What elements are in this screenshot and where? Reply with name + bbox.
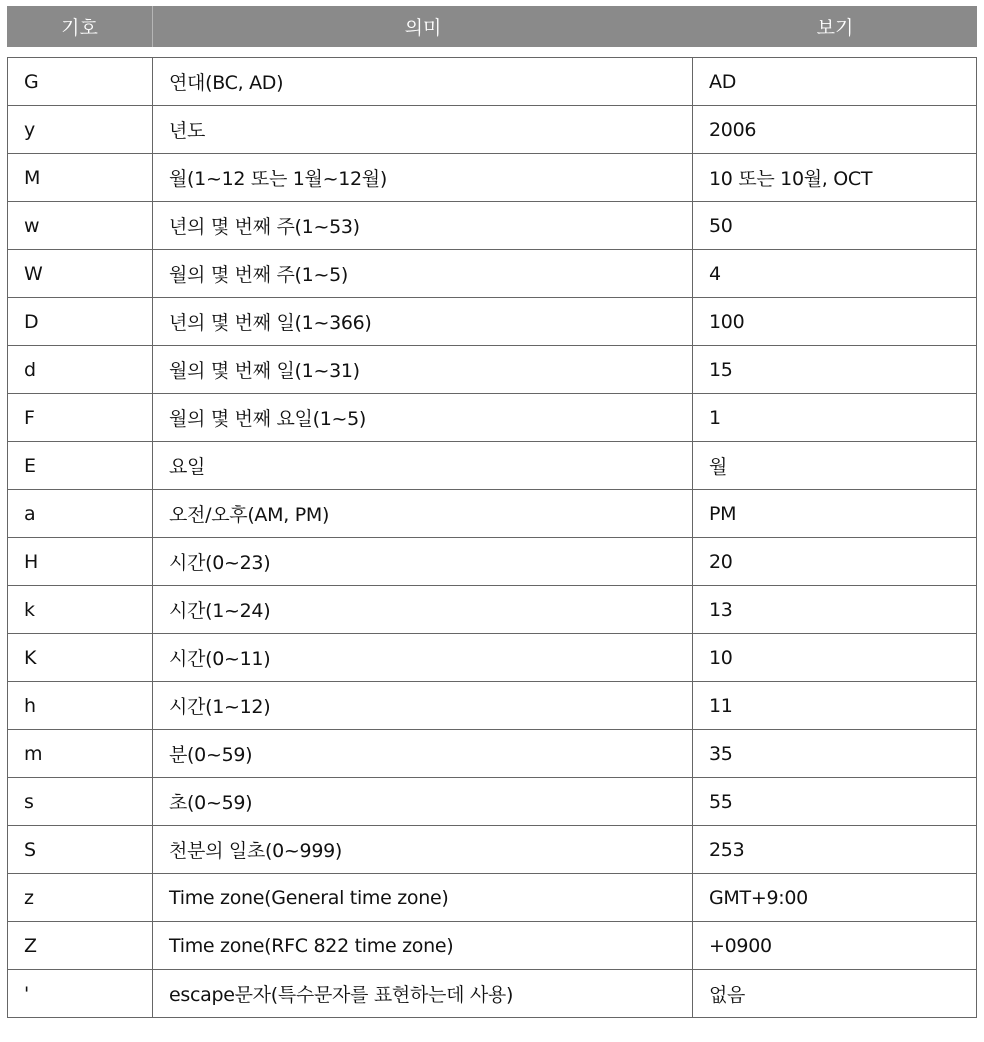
cell-meaning: 연대(BC, AD) [153,58,693,106]
cell-example: 15 [693,346,977,394]
cell-symbol: m [8,730,153,778]
cell-example: 4 [693,250,977,298]
cell-symbol: s [8,778,153,826]
cell-example: 월 [693,442,977,490]
cell-meaning: Time zone(General time zone) [153,874,693,922]
cell-meaning: 시간(1~24) [153,586,693,634]
cell-example: 253 [693,826,977,874]
cell-example: 2006 [693,106,977,154]
cell-symbol: F [8,394,153,442]
table-row [8,538,977,586]
table-row [8,106,977,154]
format-symbol-table [7,57,977,1018]
cell-meaning: 월의 몇 번째 주(1~5) [153,250,693,298]
cell-example: 10 또는 10월, OCT [693,154,977,202]
cell-meaning: escape문자(특수문자를 표현하는데 사용) [153,970,693,1018]
cell-example: 50 [693,202,977,250]
cell-example: GMT+9:00 [693,874,977,922]
header-symbol: 기호 [7,6,153,47]
cell-meaning: 초(0~59) [153,778,693,826]
cell-meaning: 천분의 일초(0~999) [153,826,693,874]
cell-example: 11 [693,682,977,730]
cell-example: 1 [693,394,977,442]
cell-meaning: 년도 [153,106,693,154]
table-row [8,394,977,442]
cell-symbol: M [8,154,153,202]
table-row [8,346,977,394]
cell-symbol: k [8,586,153,634]
table-row [8,682,977,730]
table-row [8,58,977,106]
cell-symbol: S [8,826,153,874]
cell-example: 55 [693,778,977,826]
cell-symbol: z [8,874,153,922]
cell-symbol: G [8,58,153,106]
cell-meaning: 오전/오후(AM, PM) [153,490,693,538]
table-row [8,874,977,922]
cell-symbol: ' [8,970,153,1018]
table-row [8,442,977,490]
cell-example: 20 [693,538,977,586]
cell-example: 100 [693,298,977,346]
cell-meaning: 년의 몇 번째 주(1~53) [153,202,693,250]
table-row [8,202,977,250]
cell-symbol: E [8,442,153,490]
table-row [8,154,977,202]
cell-meaning: 시간(0~23) [153,538,693,586]
cell-symbol: Z [8,922,153,970]
table-row [8,634,977,682]
cell-example: AD [693,58,977,106]
cell-example: 없음 [693,970,977,1018]
header-example: 보기 [816,17,854,39]
table-row [8,490,977,538]
cell-meaning: 분(0~59) [153,730,693,778]
cell-meaning: 월의 몇 번째 요일(1~5) [153,394,693,442]
cell-meaning: 요일 [153,442,693,490]
cell-meaning: 월의 몇 번째 일(1~31) [153,346,693,394]
table-row [8,586,977,634]
cell-symbol: D [8,298,153,346]
table-row [8,730,977,778]
cell-meaning: Time zone(RFC 822 time zone) [153,922,693,970]
table-row [8,826,977,874]
cell-symbol: w [8,202,153,250]
table-row [8,298,977,346]
cell-meaning: 시간(1~12) [153,682,693,730]
cell-example: +0900 [693,922,977,970]
cell-meaning: 시간(0~11) [153,634,693,682]
cell-symbol: a [8,490,153,538]
cell-symbol: h [8,682,153,730]
table-header [7,6,977,47]
header-meaning: 의미 [404,17,442,39]
cell-example: 10 [693,634,977,682]
cell-example: PM [693,490,977,538]
cell-symbol: K [8,634,153,682]
cell-symbol: W [8,250,153,298]
cell-example: 35 [693,730,977,778]
cell-symbol: d [8,346,153,394]
cell-symbol: H [8,538,153,586]
table-row [8,970,977,1018]
table-row [8,778,977,826]
table-row [8,922,977,970]
cell-meaning: 월(1~12 또는 1월~12월) [153,154,693,202]
cell-symbol: y [8,106,153,154]
cell-meaning: 년의 몇 번째 일(1~366) [153,298,693,346]
cell-example: 13 [693,586,977,634]
table-row [8,250,977,298]
